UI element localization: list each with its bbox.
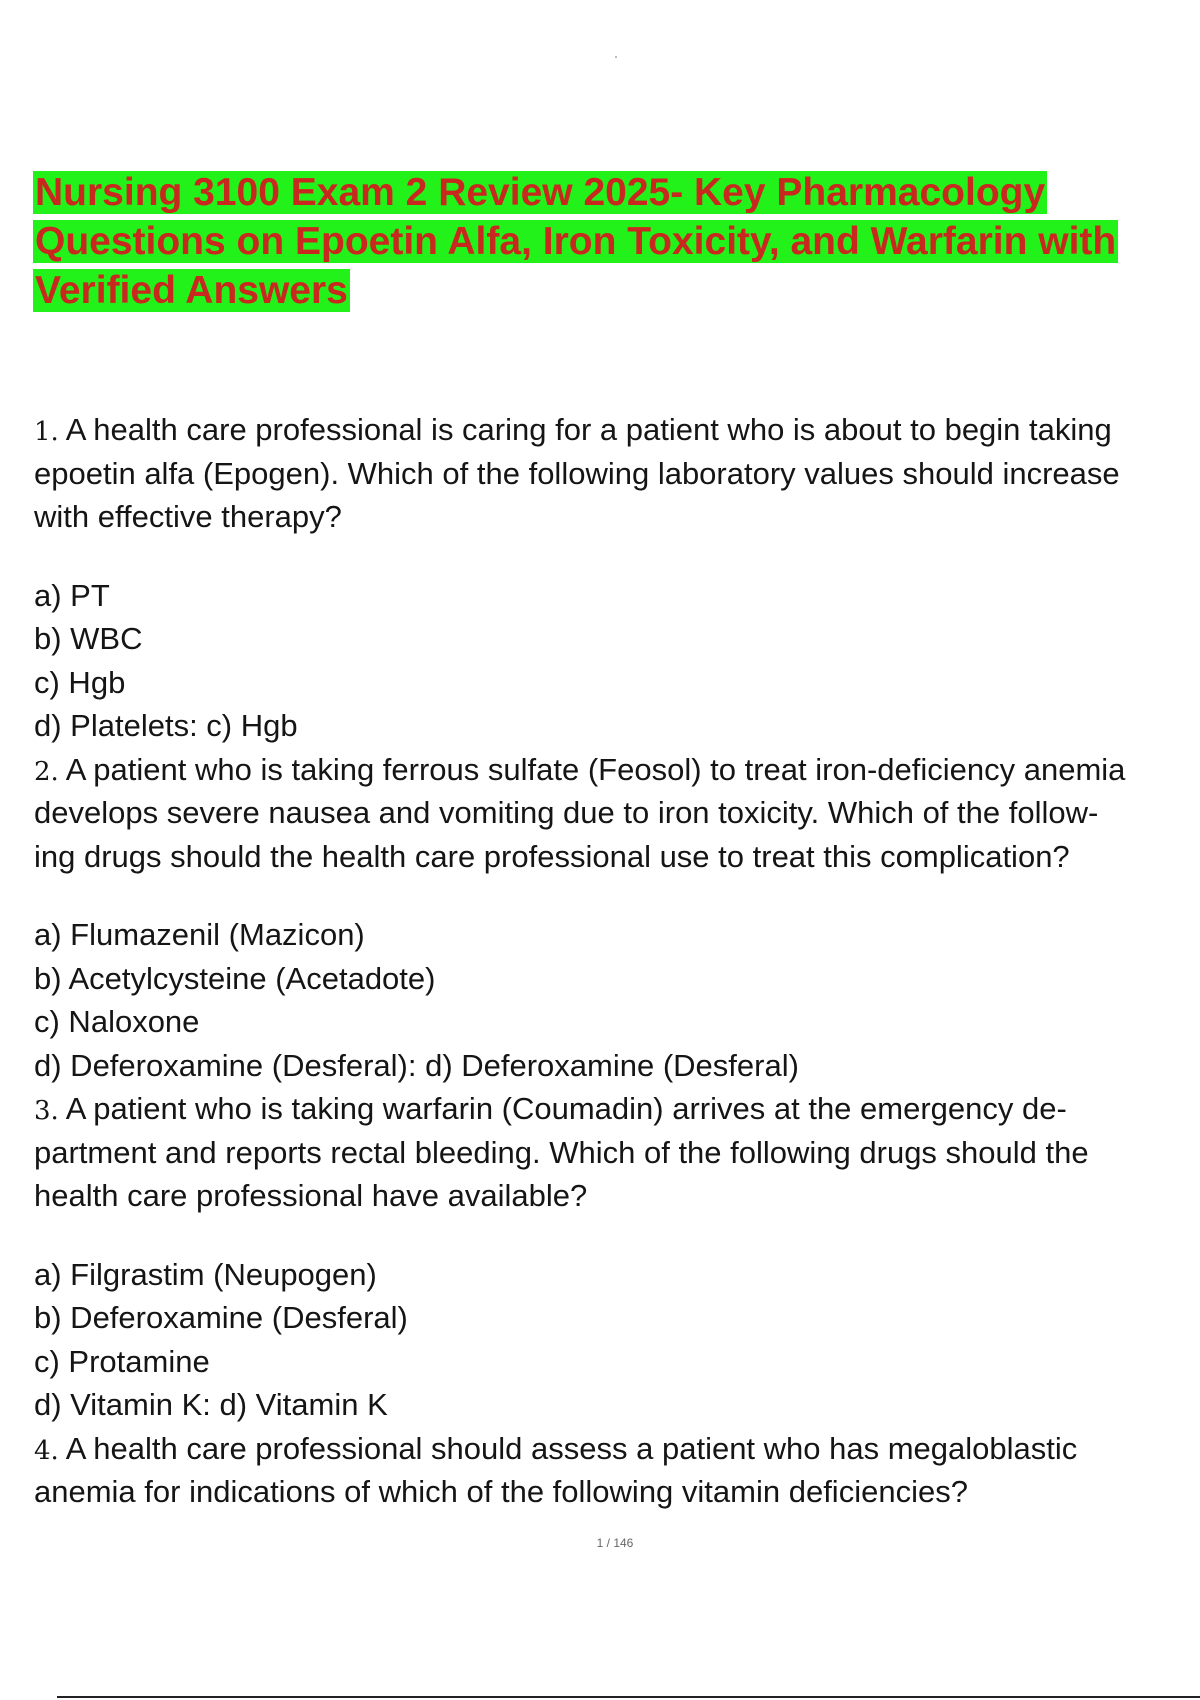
question-text-line: ing drugs should the health care professional use to treat this complication? (34, 838, 1070, 874)
question-text-line: partment and reports rectal bleeding. Which of the following drugs should the (34, 1134, 1089, 1170)
question-number: 2. (34, 756, 59, 787)
title-line: Nursing 3100 Exam 2 Review 2025- Key Pharmacology (35, 171, 1046, 214)
answer-option: b) WBC (34, 621, 143, 656)
answer-option-with-answer: d) Deferoxamine (Desferal): d) Deferoxamine (Desferal) (34, 1047, 799, 1083)
question-text-line: epoetin alfa (Epogen). Which of the following laboratory values should increase (34, 455, 1120, 491)
document-title (33, 168, 1200, 315)
answer-option: b) Acetylcysteine (Acetadote) (34, 960, 436, 996)
question-text-line: 1. A health care professional is caring for a patient who is about to begin taking (34, 412, 1112, 447)
answer-option: b) Deferoxamine (Desferal) (34, 1300, 408, 1335)
answer-option-with-answer: d) Vitamin K: d) Vitamin K (34, 1387, 388, 1422)
question-text-line: 3. A patient who is taking warfarin (Coumadin) arrives at the emergency de- (34, 1091, 1067, 1126)
answer-option: a) Flumazenil (Mazicon) (34, 917, 365, 952)
answer-option-with-answer: d) Platelets: c) Hgb (34, 708, 298, 743)
question-number: 3. (34, 1096, 59, 1126)
answer-option: a) PT (34, 577, 110, 613)
title-line: Questions on Epoetin Alfa, Iron Toxicity, and Warfarin with (35, 220, 1117, 263)
page-number: 1 / 146 (596, 1536, 634, 1550)
question-text-line: develops severe nausea and vomiting due to iron toxicity. Which of the follow- (34, 795, 1099, 830)
answer-option: a) Filgrastim (Neupogen) (34, 1256, 377, 1292)
question-text-line: anemia for indications of which of the following vitamin deficiencies? (34, 1474, 968, 1509)
page-dot-mark (615, 56, 617, 58)
answer-option: c) Hgb (34, 664, 126, 700)
title-line: Verified Answers (35, 269, 348, 312)
question-3 (34, 1087, 1200, 1427)
question-1 (34, 408, 1200, 748)
answer-option: c) Naloxone (34, 1004, 200, 1039)
question-text-line: with effective therapy? (34, 499, 342, 534)
question-2 (34, 748, 1200, 1088)
question-text-line: 2. A patient who is taking ferrous sulfate (Feosol) to treat iron-deficiency anemia (34, 751, 1126, 787)
question-number: 1. (34, 417, 59, 447)
question-text-line: health care professional have available? (34, 1178, 588, 1213)
answer-option: c) Protamine (34, 1343, 210, 1379)
question-number: 4. (34, 1435, 59, 1466)
page-bottom-divider (57, 1696, 1200, 1698)
question-4 (34, 1427, 1200, 1514)
question-text-line: 4. A health care professional should assess a patient who has megaloblastic (34, 1430, 1078, 1466)
question-list (34, 408, 1200, 1514)
